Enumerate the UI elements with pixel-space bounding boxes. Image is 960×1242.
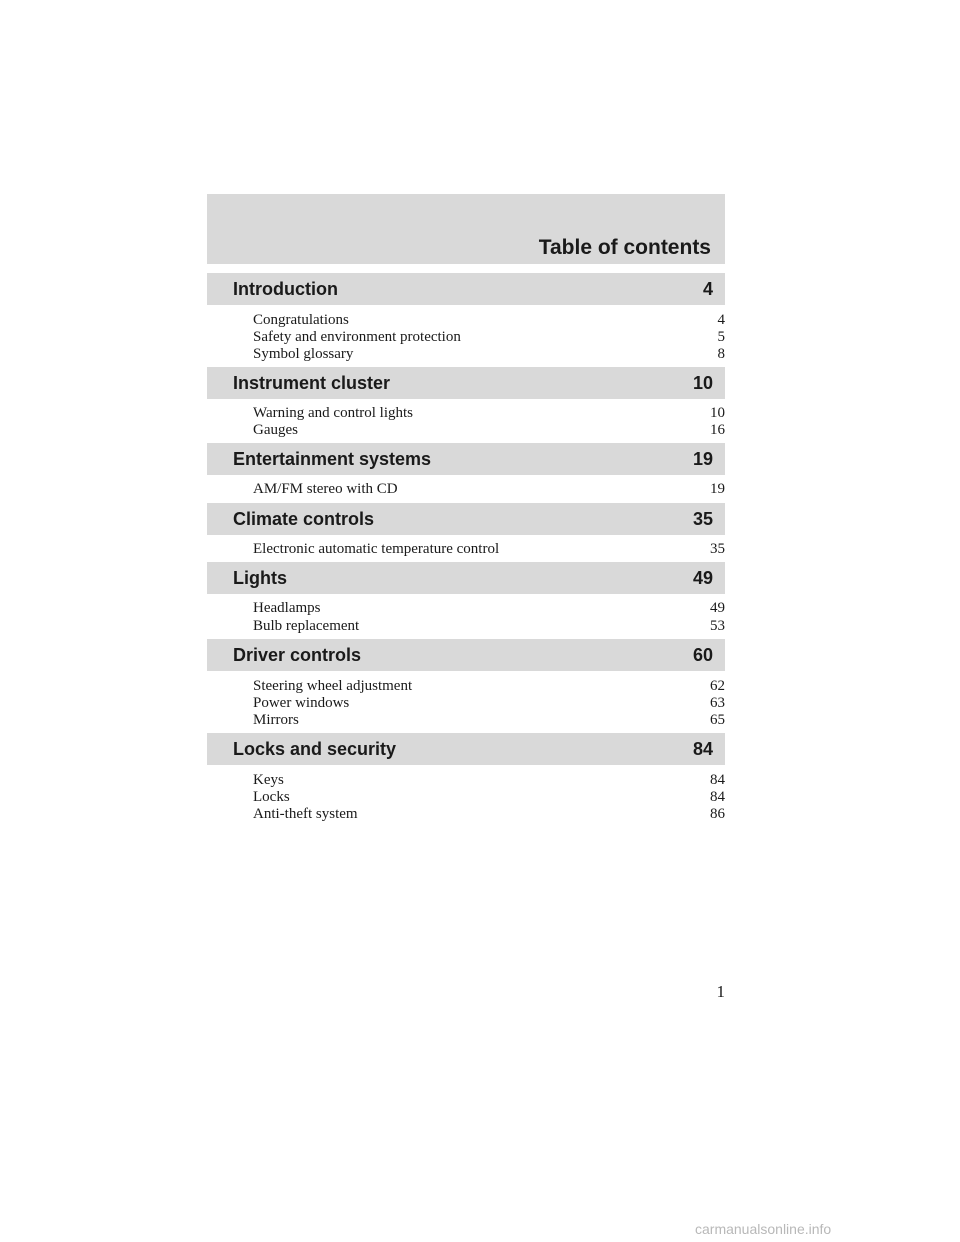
toc-entry-symbol-glossary[interactable] xyxy=(253,346,725,363)
toc-entry-locks[interactable] xyxy=(253,789,725,806)
entry-page: 84 xyxy=(710,772,725,788)
section-page: 19 xyxy=(692,449,713,469)
toc-entry-safety[interactable] xyxy=(253,329,725,346)
entry-title: Warning and control lights xyxy=(253,405,414,421)
section-header-entertainment[interactable] xyxy=(207,443,725,475)
entry-page: 35 xyxy=(710,541,725,557)
toc-entry-keys[interactable] xyxy=(253,772,725,789)
section-header-driver-controls[interactable] xyxy=(207,639,725,671)
entry-page: 10 xyxy=(710,405,725,421)
toc-entry-power-windows[interactable] xyxy=(253,695,725,712)
toc-entry-anti-theft[interactable] xyxy=(253,806,725,823)
section-header-locks-security[interactable] xyxy=(207,733,725,765)
entry-page: 5 xyxy=(717,329,725,345)
section-title: Instrument cluster xyxy=(233,373,391,393)
entry-page: 4 xyxy=(717,312,725,328)
entry-title: Keys xyxy=(253,772,284,788)
section-title: Climate controls xyxy=(233,509,375,529)
entry-title: Anti-theft system xyxy=(253,806,358,822)
entry-title: AM/FM stereo with CD xyxy=(253,481,398,497)
entry-title: Gauges xyxy=(253,422,298,438)
entry-page: 65 xyxy=(710,712,725,728)
title-band xyxy=(207,194,725,264)
section-page: 35 xyxy=(692,509,713,529)
section-title: Entertainment systems xyxy=(233,449,432,469)
page-number: 1 xyxy=(716,982,725,1001)
page-title: Table of contents xyxy=(538,236,711,259)
toc-entry-congratulations[interactable] xyxy=(253,312,725,329)
section-page: 49 xyxy=(692,568,713,588)
section-page: 4 xyxy=(702,279,713,299)
entry-title: Mirrors xyxy=(253,712,299,728)
entry-title: Congratulations xyxy=(253,312,349,328)
section-title: Lights xyxy=(233,568,287,588)
section-title: Introduction xyxy=(233,279,338,299)
toc-entry-headlamps[interactable] xyxy=(253,600,725,617)
section-header-introduction[interactable] xyxy=(207,273,725,305)
toc-entry-mirrors[interactable] xyxy=(253,712,725,729)
section-title: Locks and security xyxy=(233,739,397,759)
toc-entry-warning-lights[interactable] xyxy=(253,405,725,422)
entry-title: Symbol glossary xyxy=(253,346,354,362)
toc-entry-temperature-control[interactable] xyxy=(253,541,725,558)
entry-page: 49 xyxy=(710,600,725,616)
entry-title: Headlamps xyxy=(253,600,321,616)
entry-page: 86 xyxy=(710,806,725,822)
section-title: Driver controls xyxy=(233,645,362,665)
section-page: 60 xyxy=(692,645,713,665)
entry-page: 8 xyxy=(717,346,725,362)
entry-title: Power windows xyxy=(253,695,350,711)
entry-page: 53 xyxy=(710,618,725,634)
section-page: 10 xyxy=(692,373,713,393)
entry-page: 19 xyxy=(710,481,725,497)
entry-title: Locks xyxy=(253,789,290,805)
entry-page: 62 xyxy=(710,678,725,694)
entry-title: Steering wheel adjustment xyxy=(253,678,413,694)
section-header-instrument-cluster[interactable] xyxy=(207,367,725,399)
section-header-lights[interactable] xyxy=(207,562,725,594)
entry-title: Safety and environment protection xyxy=(253,329,461,345)
entry-title: Bulb replacement xyxy=(253,618,360,634)
entry-page: 63 xyxy=(710,695,725,711)
toc-entry-bulb-replacement[interactable] xyxy=(253,618,725,635)
entry-title: Electronic automatic temperature control xyxy=(253,541,500,557)
section-header-climate-controls[interactable] xyxy=(207,503,725,535)
toc-entry-steering-wheel[interactable] xyxy=(253,678,725,695)
toc-entry-am-fm-stereo[interactable] xyxy=(253,481,725,498)
watermark: carmanualsonline.info xyxy=(695,1221,832,1237)
entry-page: 16 xyxy=(710,422,725,438)
entry-page: 84 xyxy=(710,789,725,805)
toc-entry-gauges[interactable] xyxy=(253,422,725,439)
section-page: 84 xyxy=(692,739,713,759)
